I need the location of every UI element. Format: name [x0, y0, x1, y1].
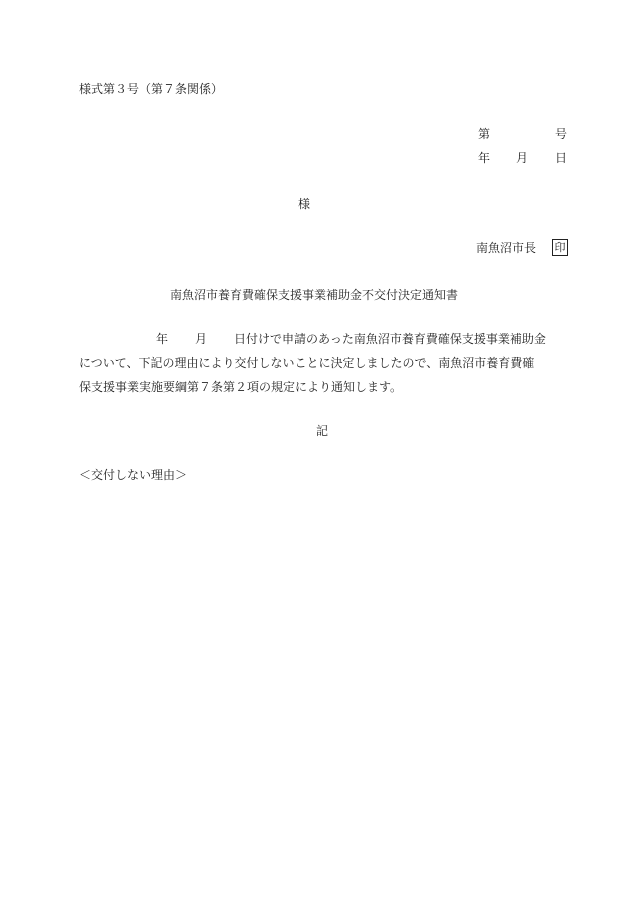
form-number: 様式第３号（第７条関係）	[79, 82, 224, 96]
body-text-line-3: 保支援事業実施要綱第７条第２項の規定により通知します。	[79, 380, 403, 394]
date-day-label: 日	[555, 151, 568, 165]
document-number-prefix: 第	[478, 127, 491, 141]
reason-heading: ＜交付しない理由＞	[79, 468, 188, 482]
body-date-year-label: 年	[156, 332, 169, 346]
ki-heading: 記	[316, 424, 329, 438]
document-title: 南魚沼市養育費確保支援事業補助金不交付決定通知書	[170, 288, 459, 302]
date-year-label: 年	[478, 151, 491, 165]
body-text-line-1: 日付けで申請のあった南魚沼市養育費確保支援事業補助金	[234, 332, 546, 346]
body-date-month-label: 月	[195, 332, 208, 346]
date-month-label: 月	[516, 151, 529, 165]
issuer-title: 南魚沼市長	[476, 241, 537, 255]
seal-box: 印	[552, 239, 568, 256]
addressee-honorific: 様	[298, 197, 311, 211]
body-text-line-2: について、下記の理由により交付しないことに決定しましたので、南魚沼市養育費確	[79, 356, 535, 370]
document-number-suffix: 号	[555, 127, 568, 141]
